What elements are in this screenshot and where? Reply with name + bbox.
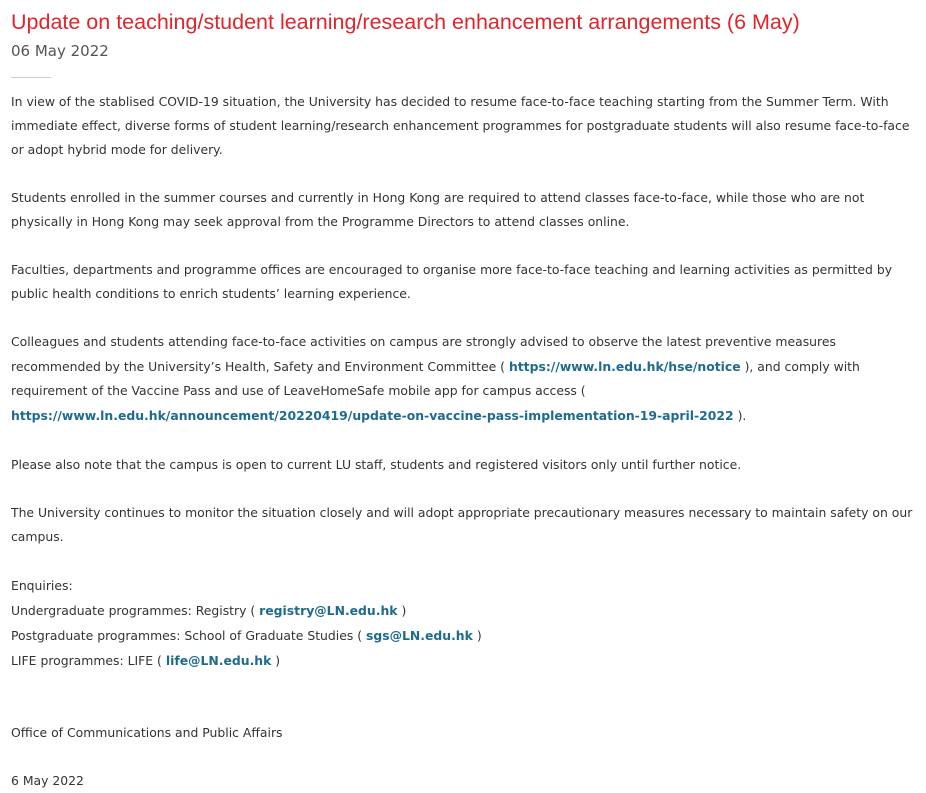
paragraph-summer-courses: Students enrolled in the summer courses and currently in Hong Kong are required to attend classes face-to-face, while those who are not physically in Hong Kong may seek approval from the Programme Directors to attend classes online. <box>11 190 865 229</box>
enquiry-life-label: LIFE programmes: LIFE ( <box>11 653 166 668</box>
enquiry-close-paren: ) <box>271 653 281 668</box>
preventive-text-b: ), and comply with requirement of the Vaccine Pass and use of LeaveHomeSafe mobile app for campus access ( <box>11 358 860 398</box>
preventive-text-a: Colleagues and students attending face-to-face activities on campus are strongly advised to observe the latest preventive measures recommended by the University’s Health, Safety and Environment Committee ( <box>11 334 836 374</box>
life-email-link[interactable]: life@LN.edu.hk <box>165 653 272 668</box>
publish-date: 06 May 2022 <box>11 42 109 60</box>
page-title: Update on teaching/student learning/research enhancement arrangements (6 May) <box>11 10 800 34</box>
title-divider <box>11 77 51 78</box>
sgs-email-link[interactable]: sgs@LN.edu.hk <box>366 628 473 643</box>
enquiries-heading: Enquiries: <box>11 578 73 593</box>
paragraph-faculties: Faculties, departments and programme offices are encouraged to organise more face-to-face teaching and learning activities as permitted by public health conditions to enrich students’ learning experience. <box>11 262 893 301</box>
registry-email-link[interactable]: registry@LN.edu.hk <box>259 603 398 618</box>
preventive-text-c: ). <box>733 407 747 423</box>
paragraph-preventive-measures <box>11 330 916 428</box>
enquiry-undergraduate <box>11 598 916 623</box>
hse-notice-link[interactable]: https://www.ln.edu.hk/hse/notice <box>508 358 741 374</box>
enquiry-close-paren: ) <box>472 628 482 643</box>
enquiry-postgraduate <box>11 623 916 648</box>
enquiry-close-paren: ) <box>397 603 407 618</box>
enquiries-block <box>11 573 916 673</box>
paragraph-campus-access: Please also note that the campus is open to current LU staff, students and registered visitors only until further notice. <box>11 457 742 472</box>
enquiry-undergraduate-label: Undergraduate programmes: Registry ( <box>11 603 260 618</box>
signoff-office: Office of Communications and Public Affairs <box>11 725 283 740</box>
vaccine-pass-link[interactable]: https://www.ln.edu.hk/announcement/20220419/update-on-vaccine-pass-implementation-19-april-2022 <box>11 407 734 423</box>
enquiry-postgraduate-label: Postgraduate programmes: School of Graduate Studies ( <box>11 628 367 643</box>
paragraph-face-to-face-resumption: In view of the stablised COVID-19 situation, the University has decided to resume face-to-face teaching starting from the Summer Term. With immediate effect, diverse forms of student learning/research enhancement programmes for postgraduate students will also resume face-to-face or adopt hybrid mode for delivery. <box>11 94 910 157</box>
signoff-date: 6 May 2022 <box>11 773 84 788</box>
enquiry-life <box>11 648 916 673</box>
paragraph-monitoring: The University continues to monitor the situation closely and will adopt appropriate precautionary measures necessary to maintain safety on our campus. <box>11 505 913 544</box>
